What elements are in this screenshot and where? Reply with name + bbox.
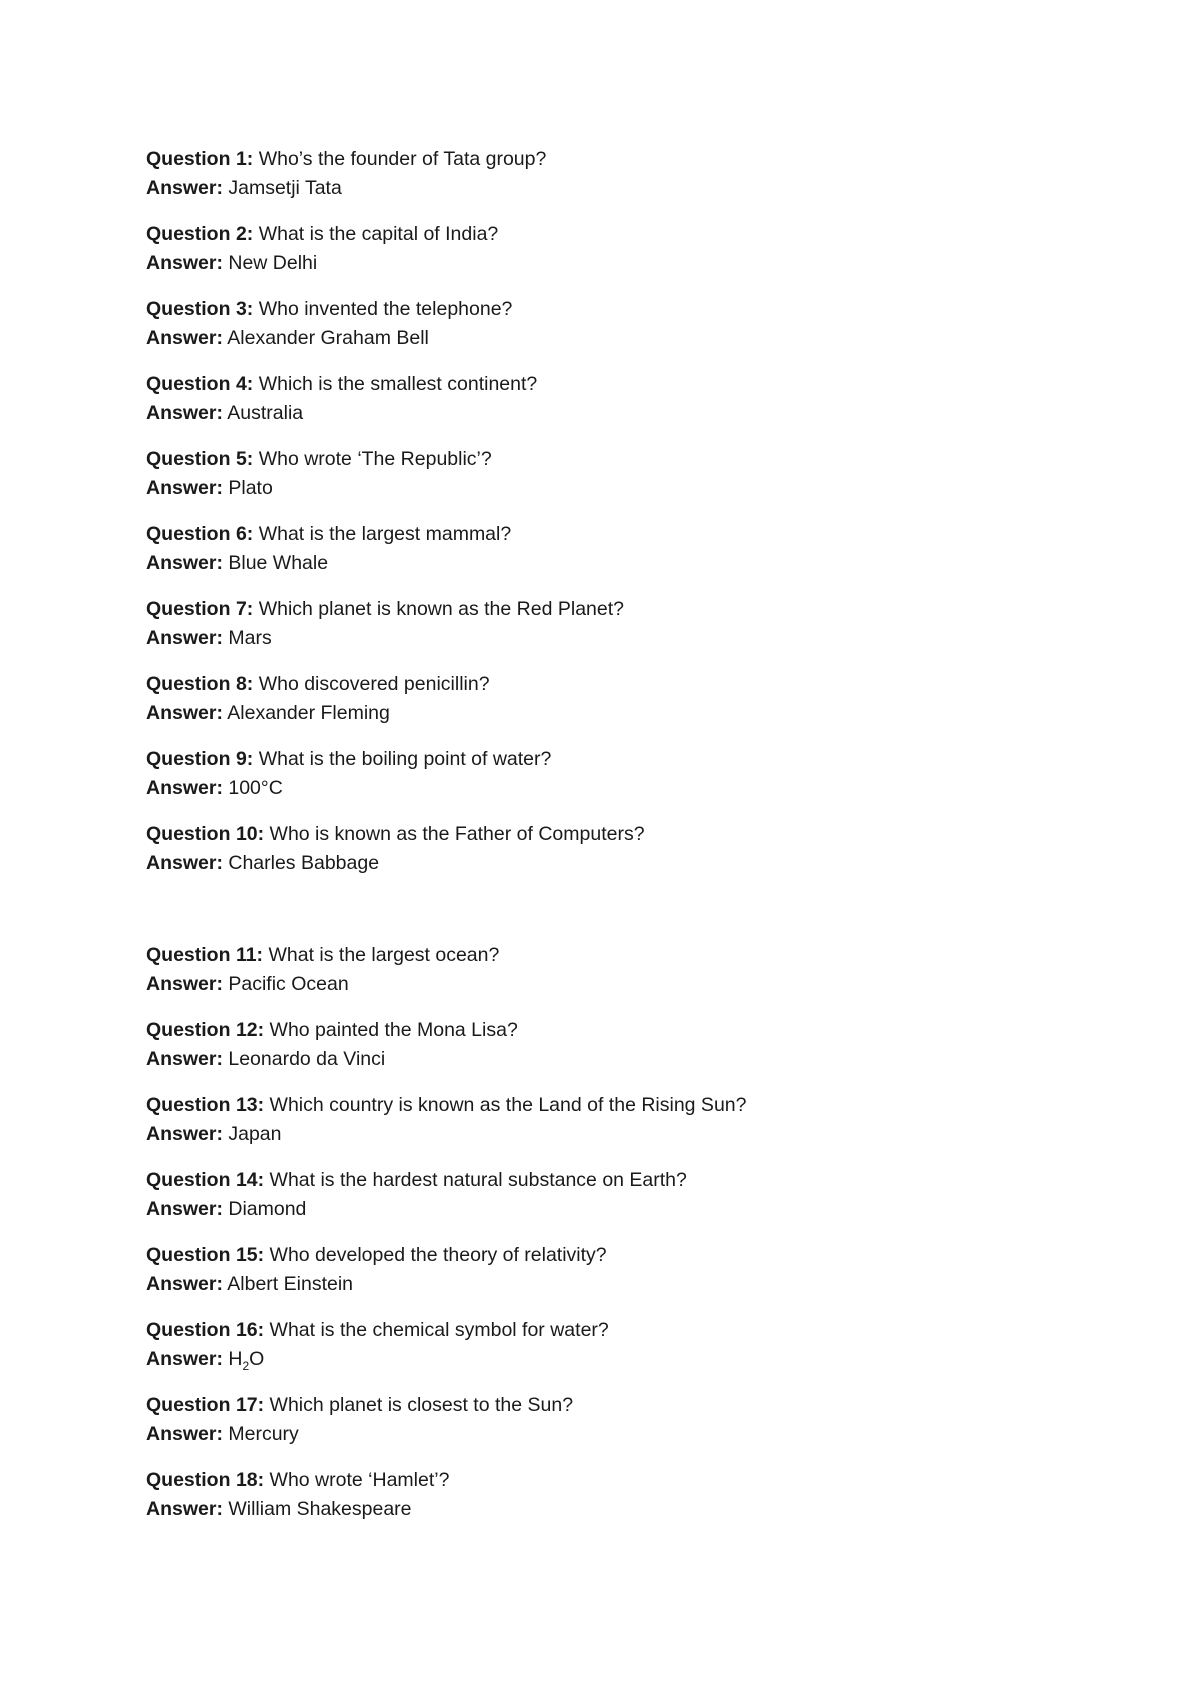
answer-label: Answer: (146, 1048, 223, 1070)
question-label: Question 14: (146, 1169, 265, 1191)
answer-text: Jamsetji Tata (228, 177, 342, 199)
qa-item-13 (146, 1091, 1046, 1166)
question-line (146, 595, 1046, 624)
question-text: Which is the smallest continent? (258, 373, 538, 395)
answer-label: Answer: (146, 552, 223, 574)
answer-label: Answer: (146, 1348, 223, 1370)
question-text: What is the capital of India? (258, 223, 499, 245)
qa-list-part-1 (146, 145, 1046, 895)
answer-text: Blue Whale (228, 552, 329, 574)
answer-text: Plato (228, 477, 273, 499)
question-label: Question 5: (146, 448, 254, 470)
answer-label: Answer: (146, 177, 223, 199)
question-label: Question 12: (146, 1019, 265, 1041)
answer-line (146, 1495, 1046, 1524)
qa-item-18 (146, 1466, 1046, 1541)
qa-item-1 (146, 145, 1046, 220)
question-text: Who wrote ‘The Republic’? (258, 448, 492, 470)
answer-text: Charles Babbage (228, 852, 380, 874)
qa-item-10 (146, 820, 1046, 895)
question-text: Who developed the theory of relativity? (269, 1244, 607, 1266)
question-label: Question 17: (146, 1394, 265, 1416)
answer-line (146, 1195, 1046, 1224)
answer-label: Answer: (146, 973, 223, 995)
qa-item-16 (146, 1316, 1046, 1391)
answer-line (146, 324, 1046, 353)
answer-text: Diamond (228, 1198, 307, 1220)
question-text: What is the largest ocean? (268, 944, 500, 966)
question-line (146, 1466, 1046, 1495)
answer-label: Answer: (146, 1423, 223, 1445)
answer-label: Answer: (146, 477, 223, 499)
question-line (146, 820, 1046, 849)
answer-text: Japan (228, 1123, 282, 1145)
question-text: Who is known as the Father of Computers? (269, 823, 645, 845)
answer-line (146, 474, 1046, 503)
question-label: Question 1: (146, 148, 254, 170)
answer-label: Answer: (146, 1198, 223, 1220)
question-line (146, 1166, 1046, 1195)
qa-list-part-2 (146, 941, 1046, 1541)
answer-text: Alexander Graham Bell (227, 327, 429, 349)
question-text: Who discovered penicillin? (258, 673, 490, 695)
answer-text: Mars (228, 627, 272, 649)
question-text: What is the chemical symbol for water? (269, 1319, 609, 1341)
answer-label: Answer: (146, 777, 223, 799)
question-text: Who invented the telephone? (258, 298, 513, 320)
question-line (146, 445, 1046, 474)
qa-item-7 (146, 595, 1046, 670)
qa-item-8 (146, 670, 1046, 745)
qa-item-15 (146, 1241, 1046, 1316)
question-label: Question 9: (146, 748, 254, 770)
answer-text: Australia (227, 402, 304, 424)
answer-label: Answer: (146, 627, 223, 649)
question-text: What is the boiling point of water? (258, 748, 552, 770)
question-text: Which planet is known as the Red Planet? (258, 598, 624, 620)
question-text: What is the largest mammal? (258, 523, 512, 545)
answer-line (146, 549, 1046, 578)
qa-item-12 (146, 1016, 1046, 1091)
answer-line (146, 624, 1046, 653)
answer-label: Answer: (146, 402, 223, 424)
question-text: Who painted the Mona Lisa? (269, 1019, 518, 1041)
qa-item-4 (146, 370, 1046, 445)
question-text: Who wrote ‘Hamlet’? (269, 1469, 450, 1491)
qa-item-3 (146, 295, 1046, 370)
answer-label: Answer: (146, 1123, 223, 1145)
question-label: Question 10: (146, 823, 265, 845)
question-label: Question 4: (146, 373, 254, 395)
answer-line (146, 1420, 1046, 1449)
answer-text: Albert Einstein (227, 1273, 354, 1295)
question-line (146, 1091, 1046, 1120)
question-text: What is the hardest natural substance on Earth? (269, 1169, 687, 1191)
answer-text: 100°C (228, 777, 283, 799)
answer-label: Answer: (146, 852, 223, 874)
question-line (146, 1391, 1046, 1420)
question-line (146, 520, 1046, 549)
qa-item-9 (146, 745, 1046, 820)
question-label: Question 2: (146, 223, 254, 245)
answer-line (146, 774, 1046, 803)
answer-label: Answer: (146, 702, 223, 724)
question-label: Question 3: (146, 298, 254, 320)
answer-text: William Shakespeare (228, 1498, 412, 1520)
answer-line (146, 970, 1046, 999)
qa-item-2 (146, 220, 1046, 295)
qa-item-11 (146, 941, 1046, 1016)
answer-label: Answer: (146, 327, 223, 349)
question-label: Question 13: (146, 1094, 265, 1116)
answer-line (146, 1270, 1046, 1299)
qa-item-14 (146, 1166, 1046, 1241)
answer-label: Answer: (146, 1273, 223, 1295)
answer-line (146, 699, 1046, 728)
question-line (146, 220, 1046, 249)
question-label: Question 7: (146, 598, 254, 620)
answer-line (146, 1045, 1046, 1074)
answer-line (146, 1345, 1046, 1374)
answer-text: Mercury (228, 1423, 299, 1445)
question-label: Question 16: (146, 1319, 265, 1341)
answer-line (146, 849, 1046, 878)
question-line (146, 370, 1046, 399)
question-line (146, 295, 1046, 324)
answer-label: Answer: (146, 1498, 223, 1520)
question-label: Question 18: (146, 1469, 265, 1491)
question-line (146, 670, 1046, 699)
question-label: Question 15: (146, 1244, 265, 1266)
question-line (146, 1016, 1046, 1045)
answer-line (146, 174, 1046, 203)
answer-line (146, 399, 1046, 428)
answer-text: Pacific Ocean (228, 973, 349, 995)
answer-line (146, 1120, 1046, 1149)
question-line (146, 1241, 1046, 1270)
answer-line (146, 249, 1046, 278)
question-label: Question 11: (146, 944, 264, 966)
question-text: Which country is known as the Land of the Rising Sun? (269, 1094, 747, 1116)
question-label: Question 6: (146, 523, 254, 545)
qa-item-5 (146, 445, 1046, 520)
answer-text: New Delhi (228, 252, 318, 274)
answer-label: Answer: (146, 252, 223, 274)
question-line (146, 941, 1046, 970)
answer-text: Leonardo da Vinci (228, 1048, 386, 1070)
question-line (146, 1316, 1046, 1345)
question-text: Which planet is closest to the Sun? (269, 1394, 574, 1416)
answer-text: Alexander Fleming (227, 702, 390, 724)
qa-item-17 (146, 1391, 1046, 1466)
question-line (146, 745, 1046, 774)
question-text: Who’s the founder of Tata group? (258, 148, 547, 170)
answer-text: $H_2O$ (228, 1348, 265, 1373)
qa-item-6 (146, 520, 1046, 595)
question-line (146, 145, 1046, 174)
question-label: Question 8: (146, 673, 254, 695)
